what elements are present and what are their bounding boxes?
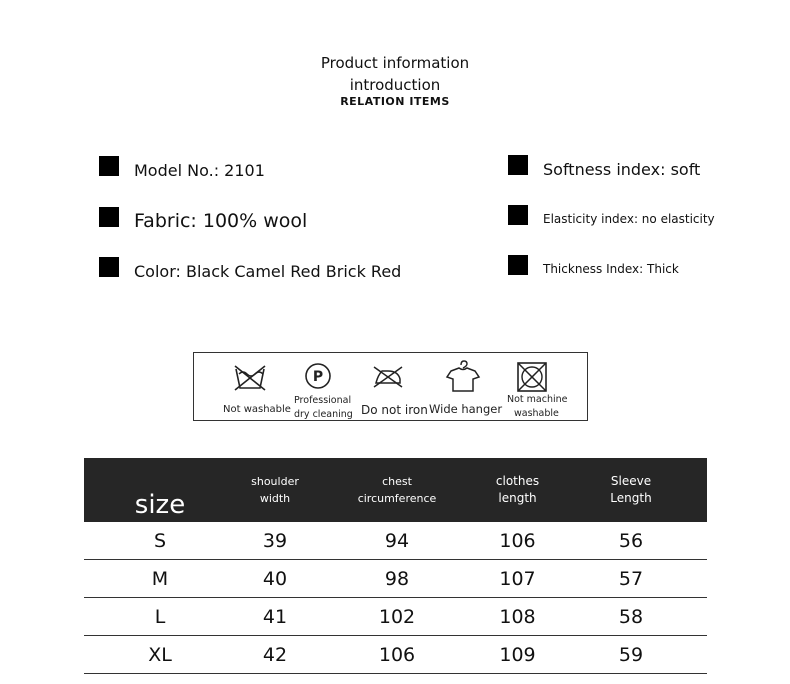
spec-softness <box>508 159 700 179</box>
size-table <box>84 458 707 674</box>
table-cell: 59 <box>555 636 707 674</box>
column-header-shoulder <box>236 458 314 522</box>
no-wash-icon <box>233 363 267 391</box>
spec-text: Softness index: soft <box>543 159 701 179</box>
table-cell: 98 <box>314 560 480 598</box>
table-header-row <box>84 458 707 522</box>
care-label-line2: washable <box>514 408 559 419</box>
care-label: Not washable <box>223 404 291 415</box>
column-header-chest <box>314 458 480 522</box>
header-line1: chest <box>382 475 412 488</box>
bullet-square-icon <box>508 155 528 175</box>
spec-fabric <box>99 210 307 232</box>
title-line-1: Product information <box>320 54 470 72</box>
table-cell: 102 <box>314 598 480 636</box>
table-cell: S <box>84 522 236 560</box>
care-not-machine-washable <box>504 353 570 422</box>
table-cell: 108 <box>480 598 555 636</box>
spec-text: Model No.: 2101 <box>134 160 265 180</box>
page-title <box>0 52 790 96</box>
bullet-square-icon <box>508 205 528 225</box>
bullet-square-icon <box>99 156 119 176</box>
table-cell: 57 <box>555 560 707 598</box>
table-cell: 39 <box>236 522 314 560</box>
header-line1: clothes <box>495 474 540 488</box>
care-label-line1: Professional <box>294 395 352 406</box>
page-subtitle: RELATION ITEMS <box>340 95 450 108</box>
spec-text: Elasticity index: no elasticity <box>543 212 715 226</box>
table-row <box>84 598 707 636</box>
title-line-2: introduction <box>349 76 441 94</box>
wide-hanger-icon <box>445 359 481 393</box>
no-iron-icon <box>372 365 404 389</box>
no-machine-wash-icon <box>516 361 548 393</box>
spec-elasticity <box>508 209 715 229</box>
care-label-line1: Not machine <box>507 394 568 405</box>
spec-color <box>99 261 401 281</box>
table-row <box>84 560 707 598</box>
table-cell: 40 <box>236 560 314 598</box>
spec-thickness <box>508 259 679 279</box>
care-dry-cleaning <box>292 353 353 422</box>
table-cell: M <box>84 560 236 598</box>
header-line1: Sleeve <box>610 474 652 488</box>
table-cell: 58 <box>555 598 707 636</box>
table-cell: 107 <box>480 560 555 598</box>
table-row <box>84 522 707 560</box>
spec-text: Fabric: 100% wool <box>134 210 308 232</box>
care-label: Wide hanger <box>429 402 503 416</box>
bullet-square-icon <box>99 257 119 277</box>
spec-text: Color: Black Camel Red Brick Red <box>134 261 402 281</box>
table-cell: 41 <box>236 598 314 636</box>
header-line2: width <box>259 492 291 505</box>
column-header-size <box>84 458 236 522</box>
header-text: size <box>134 490 186 520</box>
table-cell: 42 <box>236 636 314 674</box>
column-header-sleeve-length <box>555 458 707 522</box>
bullet-square-icon <box>508 255 528 275</box>
header-line2: circumference <box>357 492 437 505</box>
table-cell: 109 <box>480 636 555 674</box>
dry-clean-p-icon <box>304 362 332 390</box>
table-cell: XL <box>84 636 236 674</box>
care-instructions <box>193 352 588 421</box>
header-line2: length <box>498 491 537 505</box>
table-cell: L <box>84 598 236 636</box>
table-cell: 94 <box>314 522 480 560</box>
care-no-iron <box>358 353 428 422</box>
spec-model <box>99 160 265 180</box>
care-label-line2: dry cleaning <box>294 409 353 420</box>
table-row <box>84 636 707 674</box>
bullet-square-icon <box>99 207 119 227</box>
table-cell: 106 <box>314 636 480 674</box>
header-line1: shoulder <box>251 475 299 488</box>
care-not-washable <box>218 353 291 422</box>
spec-text: Thickness Index: Thick <box>543 262 679 276</box>
header-line2: Length <box>610 491 652 505</box>
column-header-clothes-length <box>480 458 555 522</box>
table-cell: 106 <box>480 522 555 560</box>
table-cell: 56 <box>555 522 707 560</box>
care-wide-hanger <box>428 353 503 422</box>
care-label: Do not iron <box>361 403 428 417</box>
dry-clean-symbol: P <box>312 369 324 385</box>
